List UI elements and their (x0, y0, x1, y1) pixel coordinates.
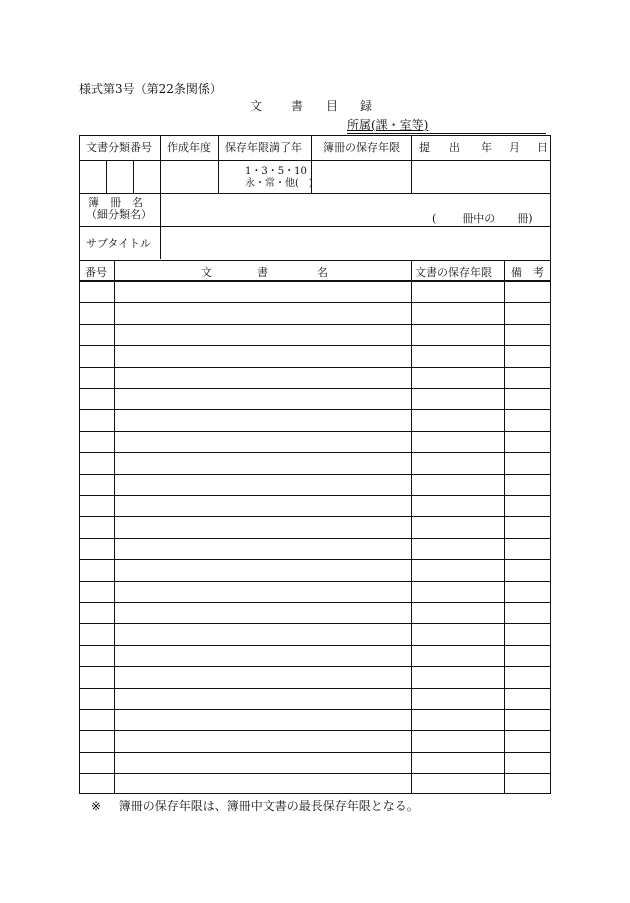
table-row[interactable] (80, 409, 550, 410)
table-row[interactable] (80, 367, 550, 368)
department-label: 所属(課・室等) (347, 118, 429, 132)
column-doc-name: 名 (317, 266, 328, 279)
table-row[interactable] (80, 602, 550, 603)
table-row[interactable] (80, 452, 550, 453)
table-row[interactable] (80, 623, 550, 624)
table-row[interactable] (80, 666, 550, 667)
subtitle-label: サブタイトル (86, 237, 152, 250)
column-doc-name: 書 (257, 266, 268, 279)
table-row[interactable] (80, 773, 550, 774)
footnote (91, 797, 419, 814)
department-field[interactable] (347, 116, 546, 134)
table-row[interactable] (80, 752, 550, 753)
form-number-label: 様式第3号（第22条関係） (79, 82, 222, 96)
table-row[interactable] (80, 730, 550, 731)
book-name-label: 簿 冊 名 （細分類名） (86, 196, 152, 221)
reference-mark: ※ (91, 799, 102, 813)
column-remarks: 備 考 (511, 266, 544, 279)
table-row[interactable] (80, 324, 550, 325)
column-number: 番号 (85, 266, 107, 279)
table-row[interactable] (80, 516, 550, 517)
table-row[interactable] (80, 388, 550, 389)
header-submission-date: 提 (419, 141, 430, 154)
table-row[interactable] (80, 474, 550, 475)
document-list-table (79, 260, 551, 794)
table-row[interactable] (80, 538, 550, 539)
title-char: 文 (250, 99, 263, 113)
table-row[interactable] (80, 709, 550, 710)
header-retention-expiry-year: 保存年限満了年 (225, 141, 302, 154)
volume-count: ( 冊中の 冊) (432, 212, 533, 225)
header-day: 日 (537, 141, 548, 154)
table-row[interactable] (80, 645, 550, 646)
column-doc-name: 文 (201, 266, 212, 279)
title-char: 書 (291, 99, 304, 113)
table-row[interactable] (80, 688, 550, 689)
table-row[interactable] (80, 302, 550, 303)
table-row[interactable] (80, 345, 550, 346)
title-char: 目 (326, 99, 339, 113)
header-month: 月 (509, 141, 520, 154)
header-classification-number: 文書分類番号 (86, 141, 152, 154)
table-row[interactable] (80, 281, 550, 282)
table-row[interactable] (80, 559, 550, 560)
header-book-retention-period: 簿冊の保存年限 (323, 141, 400, 154)
column-retention: 文書の保存年限 (415, 266, 492, 279)
table-row[interactable] (80, 581, 550, 582)
footnote-text: 簿冊の保存年限は、簿冊中文書の最長保存年限となる。 (118, 799, 419, 813)
header-creation-year: 作成年度 (167, 141, 211, 154)
header-year: 年 (481, 141, 492, 154)
header-submission-date: 出 (449, 141, 460, 154)
retention-options: 1・3・5・10 永・常・他( ) (245, 166, 313, 189)
table-row[interactable] (80, 431, 550, 432)
table-row[interactable] (80, 495, 550, 496)
title-char: 録 (360, 99, 373, 113)
